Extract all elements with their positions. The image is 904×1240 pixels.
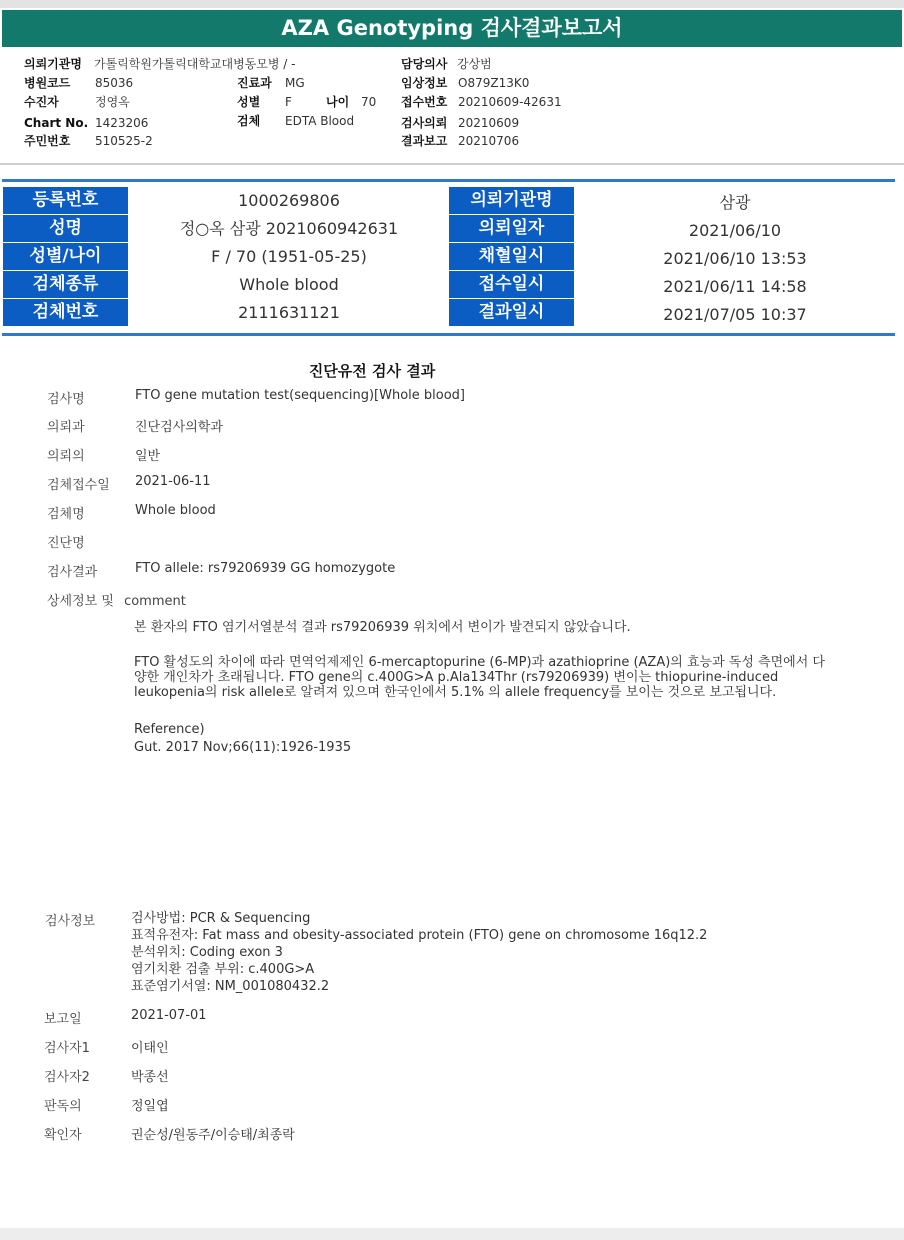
test-info-target-gene: 표적유전자: Fat mass and obesity-associated protein (FTO) gene on chromosome 16q12.2 [131, 928, 708, 943]
draw-label: 채혈일시 [449, 243, 574, 270]
patient-label: 수진자 [24, 95, 59, 109]
specimen-value: EDTA Blood [285, 114, 355, 128]
test-result-value: FTO allele: rs79206939 GG homozygote [135, 561, 396, 576]
tester1-label: 검사자1 [44, 1041, 90, 1056]
age-value: 70 [361, 95, 377, 109]
reference-value: Gut. 2017 Nov;66(11):1926-1935 [134, 740, 352, 755]
detail-label [47, 590, 186, 609]
summary-top-border [2, 179, 895, 182]
name-label: 성명 [3, 215, 128, 242]
detail-label-text: 상세정보 및 [47, 594, 114, 609]
recv-label: 접수일시 [449, 271, 574, 298]
spectype-value: Whole blood [239, 275, 339, 294]
test-name-value: FTO gene mutation test(sequencing)[Whole blood] [135, 388, 465, 403]
confirmer-value: 권순성/원동주/이승태/최종락 [131, 1128, 295, 1143]
reader-value: 정일엽 [131, 1099, 169, 1114]
confirmer-label: 확인자 [44, 1128, 82, 1143]
sex-value: F [285, 95, 292, 109]
specno-value: 2111631121 [238, 303, 340, 322]
sex-label: 성별 [237, 95, 261, 109]
resident-no-value: 510525-2 [95, 134, 153, 148]
test-result-label: 검사결과 [47, 565, 98, 580]
comment-paragraph-2: FTO 활성도의 차이에 따라 면역억제제인 6-mercaptopurine (6-MP)과 azathioprine (AZA)의 효능과 독성 측면에서 다양한 개인차가 초래됩니다. FTO gene의 c.400G>A p.Ala134Thr (rs79206939) 변이는 thiopurine-induced leukopenia의 risk allele로 알려져 있으며 한국인에서 5.1% 의 allele frequency를 보이는 것으로 보고됩니다. [134, 655, 825, 700]
clinical-label: 임상정보 [401, 76, 448, 90]
reg-no-value: 1000269806 [238, 191, 340, 210]
detail-label-comment: comment [124, 594, 186, 609]
institution-value: 가톨릭학원가톨릭대학교대병동모병 / - [94, 57, 296, 71]
test-info-lines [131, 910, 707, 995]
age-label: 나이 [326, 95, 350, 109]
specimen-recv-date-label: 검체접수일 [47, 478, 110, 493]
report-date-value: 2021-07-01 [131, 1008, 207, 1023]
draw-value: 2021/06/10 13:53 [663, 249, 807, 268]
resident-no-label: 주민번호 [24, 134, 71, 148]
receipt-no-value: 20210609-42631 [458, 95, 562, 109]
comment-paragraph-1: 본 환자의 FTO 염기서열분석 결과 rs79206939 위치에서 변이가 발견되지 않았습니다. [134, 620, 631, 635]
tester2-value: 박종선 [131, 1070, 169, 1085]
summary-bottom-border [2, 333, 895, 336]
specno-label: 검체번호 [3, 299, 128, 326]
reqdate-label: 의뢰일자 [449, 215, 574, 242]
specimen-label: 검체 [237, 114, 261, 128]
bottom-strip [0, 1228, 904, 1240]
sexage-label: 성별/나이 [3, 243, 128, 270]
spectype-label: 검체종류 [3, 271, 128, 298]
hospital-code-value: 85036 [95, 76, 134, 90]
name-value: 정○옥 삼광 2021060942631 [179, 219, 399, 238]
patient-value: 정영옥 [95, 95, 130, 109]
report-title: AZA Genotyping 검사결과보고서 [2, 10, 902, 47]
header-divider [0, 163, 904, 165]
clinical-value: O879Z13K0 [458, 76, 530, 90]
specimen-recv-date-value: 2021-06-11 [135, 474, 211, 489]
tester1-value: 이태인 [131, 1041, 169, 1056]
specimen-name-value: Whole blood [135, 503, 216, 518]
physician-value: 강상범 [457, 57, 492, 71]
tester2-label: 검사자2 [44, 1070, 90, 1085]
chart-no-label: Chart No. [24, 116, 89, 130]
sexage-value: F / 70 (1951-05-25) [211, 247, 367, 266]
diagnosis-label: 진단명 [47, 536, 85, 551]
reference-label: Reference) [134, 722, 205, 737]
test-info-reference-seq: 표준염기서열: NM_001080432.2 [131, 979, 330, 994]
recv-value: 2021/06/11 14:58 [663, 277, 807, 296]
reader-label: 판독의 [44, 1099, 82, 1114]
inst-label: 의뢰기관명 [449, 187, 574, 214]
request-dept-value: 진단검사의학과 [135, 420, 223, 435]
result-date-label: 결과일시 [449, 299, 574, 326]
hospital-code-label: 병원코드 [24, 76, 71, 90]
request-doctor-label: 의뢰의 [47, 449, 85, 464]
section-title: 진단유전 검사 결과 [308, 362, 436, 380]
specimen-name-label: 검체명 [47, 507, 85, 522]
top-strip [0, 0, 904, 8]
reqdate-value: 2021/06/10 [688, 221, 782, 240]
test-info-substitution: 염기치환 검출 부위: c.400G>A [131, 962, 315, 977]
result-date-value: 2021/07/05 10:37 [663, 305, 807, 324]
request-dept-label: 의뢰과 [47, 420, 85, 435]
dept-label: 진료과 [237, 76, 272, 90]
report-value: 20210706 [458, 134, 520, 148]
institution-label: 의뢰기관명 [24, 57, 82, 71]
request-label: 검사의뢰 [401, 116, 448, 130]
receipt-no-label: 접수번호 [401, 95, 448, 109]
reg-no-label: 등록번호 [3, 187, 128, 214]
report-date-label: 보고일 [44, 1012, 82, 1027]
test-info-analysis-site: 분석위치: Coding exon 3 [131, 945, 283, 960]
inst-value: 삼광 [719, 193, 751, 212]
test-name-label: 검사명 [47, 392, 85, 407]
request-value: 20210609 [458, 116, 520, 130]
request-doctor-value: 일반 [135, 449, 161, 464]
test-info-method: 검사방법: PCR & Sequencing [131, 911, 311, 926]
report-label: 결과보고 [401, 134, 448, 148]
chart-no-value: 1423206 [95, 116, 149, 130]
physician-label: 담당의사 [401, 57, 448, 71]
dept-value: MG [285, 76, 305, 90]
test-info-label: 검사정보 [45, 914, 96, 929]
